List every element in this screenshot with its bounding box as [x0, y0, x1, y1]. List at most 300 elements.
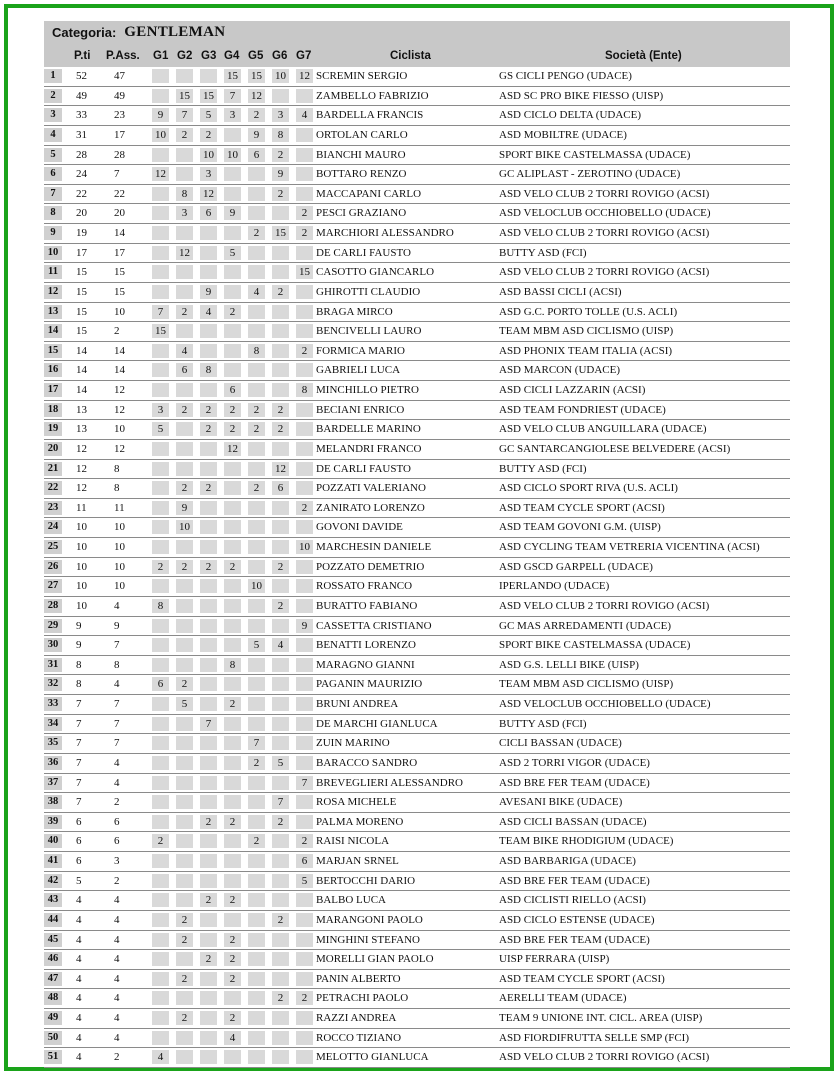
race-g1-cell	[152, 815, 169, 829]
race-g6-cell	[272, 893, 289, 907]
race-g5-cell	[248, 795, 265, 809]
points-cell: 6	[76, 815, 82, 828]
cyclist-name: BREVEGLIERI ALESSANDRO	[316, 776, 463, 789]
race-g5-cell	[248, 265, 265, 279]
race-g5-cell	[248, 206, 265, 220]
race-g6-cell: 2	[272, 560, 289, 574]
rank-cell: 8	[44, 206, 62, 220]
race-g3-cell	[200, 972, 217, 986]
race-g4-cell	[224, 677, 241, 691]
race-g4-cell: 5	[224, 246, 241, 260]
race-g1-cell: 5	[152, 422, 169, 436]
race-g6-cell	[272, 952, 289, 966]
team-name: IPERLANDO (UDACE)	[499, 580, 610, 593]
points-cell: 10	[76, 580, 87, 593]
points-cell: 11	[76, 501, 87, 514]
assigned-points-cell: 4	[114, 678, 120, 691]
points-cell: 28	[76, 148, 87, 161]
race-g1-cell	[152, 265, 169, 279]
cyclist-name: BARACCO SANDRO	[316, 756, 418, 769]
race-g2-cell	[176, 285, 193, 299]
rank-cell: 28	[44, 599, 62, 613]
cyclist-name: GABRIELI LUCA	[316, 364, 401, 377]
table-row	[44, 852, 790, 872]
table-row	[44, 440, 790, 460]
race-g7-cell	[296, 363, 313, 377]
race-g4-cell: 2	[224, 422, 241, 436]
points-cell: 22	[76, 187, 87, 200]
team-name: ASD BRE FER TEAM (UDACE)	[499, 933, 650, 946]
race-g5-cell: 12	[248, 89, 265, 103]
cyclist-name: CASOTTO GIANCARLO	[316, 266, 435, 279]
race-g7-cell: 4	[296, 108, 313, 122]
assigned-points-cell: 10	[114, 305, 125, 318]
race-g4-cell	[224, 226, 241, 240]
assigned-points-cell: 4	[114, 933, 120, 946]
race-g4-cell	[224, 285, 241, 299]
assigned-points-cell: 2	[114, 874, 120, 887]
race-g3-cell	[200, 756, 217, 770]
race-g5-cell	[248, 893, 265, 907]
race-g7-cell	[296, 756, 313, 770]
race-g7-cell: 9	[296, 619, 313, 633]
team-name: ASD G.S. LELLI BIKE (UISP)	[499, 658, 639, 671]
assigned-points-cell: 11	[114, 501, 125, 514]
assigned-points-cell: 9	[114, 619, 120, 632]
page-frame	[4, 4, 834, 1071]
race-g2-cell: 12	[176, 246, 193, 260]
team-name: ASD SC PRO BIKE FIESSO (UISP)	[499, 89, 664, 102]
category-value: GENTLEMAN	[124, 23, 226, 40]
race-g6-cell	[272, 363, 289, 377]
rank-cell: 9	[44, 226, 62, 240]
race-g5-cell	[248, 697, 265, 711]
race-g1-cell: 8	[152, 599, 169, 613]
race-g2-cell	[176, 736, 193, 750]
race-g5-cell	[248, 815, 265, 829]
team-name: ASD CICLO SPORT RIVA (U.S. ACLI)	[499, 482, 678, 495]
cyclist-name: BRUNI ANDREA	[316, 698, 399, 710]
race-g7-cell	[296, 520, 313, 534]
rank-cell: 43	[44, 893, 62, 907]
team-name: ASD VELO CLUB ANGUILLARA (UDACE)	[499, 423, 707, 436]
race-g3-cell	[200, 226, 217, 240]
race-g3-cell	[200, 677, 217, 691]
rank-cell: 22	[44, 481, 62, 495]
race-g2-cell: 2	[176, 560, 193, 574]
col-pti: P.ti	[74, 50, 91, 62]
race-g5-cell: 2	[248, 403, 265, 417]
rank-cell: 45	[44, 933, 62, 947]
race-g5-cell	[248, 383, 265, 397]
points-cell: 6	[76, 855, 82, 867]
race-g4-cell: 2	[224, 1011, 241, 1025]
team-name: BUTTY ASD (FCI)	[499, 717, 587, 730]
race-g4-cell: 10	[224, 148, 241, 162]
race-g2-cell	[176, 69, 193, 83]
race-g7-cell: 8	[296, 383, 313, 397]
race-g7-cell	[296, 952, 313, 966]
race-g6-cell	[272, 305, 289, 319]
race-g5-cell: 2	[248, 756, 265, 770]
points-cell: 15	[76, 266, 87, 279]
assigned-points-cell: 10	[114, 541, 125, 553]
race-g3-cell: 8	[200, 363, 217, 377]
race-g5-cell	[248, 952, 265, 966]
team-name: ASD VELOCLUB OCCHIOBELLO (UDACE)	[499, 207, 711, 220]
race-g2-cell	[176, 658, 193, 672]
race-g6-cell: 2	[272, 913, 289, 927]
race-g6-cell	[272, 442, 289, 456]
race-g3-cell: 2	[200, 128, 217, 142]
race-g5-cell: 10	[248, 579, 265, 593]
race-g5-cell	[248, 1031, 265, 1045]
race-g5-cell	[248, 619, 265, 633]
race-g5-cell	[248, 874, 265, 888]
points-cell: 14	[76, 344, 87, 357]
points-cell: 15	[76, 285, 87, 298]
race-g3-cell: 2	[200, 481, 217, 495]
race-g6-cell	[272, 520, 289, 534]
race-g5-cell	[248, 246, 265, 260]
race-g1-cell	[152, 1031, 169, 1045]
race-g3-cell: 12	[200, 187, 217, 201]
race-g7-cell: 10	[296, 540, 313, 554]
rank-cell: 48	[44, 991, 62, 1005]
race-g7-cell	[296, 1031, 313, 1045]
race-g1-cell	[152, 363, 169, 377]
points-cell: 4	[76, 1051, 82, 1064]
race-g1-cell: 7	[152, 305, 169, 319]
assigned-points-cell: 7	[114, 168, 120, 181]
race-g2-cell	[176, 638, 193, 652]
race-g3-cell	[200, 1050, 217, 1064]
race-g1-cell	[152, 462, 169, 476]
race-g4-cell	[224, 854, 241, 868]
team-name: ASD TEAM FONDRIEST (UDACE)	[499, 403, 666, 416]
race-g4-cell	[224, 638, 241, 652]
points-cell: 4	[76, 933, 82, 946]
race-g5-cell	[248, 599, 265, 613]
race-g3-cell	[200, 579, 217, 593]
race-g7-cell	[296, 167, 313, 181]
table-row	[44, 381, 790, 401]
race-g6-cell: 7	[272, 795, 289, 809]
rank-cell: 11	[44, 265, 62, 279]
race-g1-cell	[152, 952, 169, 966]
race-g5-cell: 9	[248, 128, 265, 142]
race-g6-cell	[272, 1011, 289, 1025]
rank-cell: 7	[44, 187, 62, 201]
race-g1-cell	[152, 638, 169, 652]
rank-cell: 32	[44, 677, 62, 691]
race-g4-cell: 7	[224, 89, 241, 103]
race-g1-cell: 2	[152, 834, 169, 848]
race-g7-cell: 5	[296, 874, 313, 888]
team-name: TEAM MBM ASD CICLISMO (UISP)	[499, 325, 674, 338]
cyclist-name: BECIANI ENRICO	[316, 403, 405, 416]
race-g7-cell: 7	[296, 776, 313, 790]
points-cell: 7	[76, 717, 82, 730]
cyclist-name: ROSA MICHELE	[316, 796, 397, 809]
race-g3-cell	[200, 540, 217, 554]
rank-cell: 4	[44, 128, 62, 142]
rank-cell: 15	[44, 344, 62, 358]
race-g4-cell	[224, 756, 241, 770]
table-row	[44, 420, 790, 440]
team-name: ASD CICLI LAZZARIN (ACSI)	[499, 384, 646, 396]
race-g5-cell: 5	[248, 638, 265, 652]
assigned-points-cell: 6	[114, 835, 120, 848]
team-name: ASD BASSI CICLI (ACSI)	[499, 285, 622, 298]
race-g5-cell	[248, 501, 265, 515]
table-row	[44, 734, 790, 754]
table-row	[44, 479, 790, 499]
race-g7-cell	[296, 560, 313, 574]
team-name: ASD VELO CLUB 2 TORRI ROVIGO (ACSI)	[499, 266, 710, 279]
cyclist-name: ROCCO TIZIANO	[316, 1031, 402, 1044]
points-cell: 20	[76, 207, 87, 220]
team-name: ASD FIORDIFRUTTA SELLE SMP (FCI)	[499, 1031, 690, 1044]
race-g6-cell	[272, 677, 289, 691]
cyclist-name: ZAMBELLO FABRIZIO	[316, 89, 429, 102]
race-g4-cell	[224, 462, 241, 476]
assigned-points-cell: 4	[114, 599, 120, 612]
race-g5-cell	[248, 363, 265, 377]
table-row	[44, 636, 790, 656]
table-row	[44, 715, 790, 735]
race-g5-cell	[248, 520, 265, 534]
race-g3-cell: 10	[200, 148, 217, 162]
rank-cell: 19	[44, 422, 62, 436]
race-g2-cell: 10	[176, 520, 193, 534]
points-cell: 7	[76, 756, 82, 769]
team-name: ASD 2 TORRI VIGOR (UDACE)	[499, 756, 650, 769]
assigned-points-cell: 4	[114, 992, 120, 1005]
race-g2-cell	[176, 265, 193, 279]
race-g3-cell	[200, 991, 217, 1005]
rank-cell: 47	[44, 972, 62, 986]
race-g6-cell	[272, 697, 289, 711]
assigned-points-cell: 17	[114, 128, 125, 141]
race-g4-cell	[224, 481, 241, 495]
race-g6-cell	[272, 344, 289, 358]
table-row	[44, 656, 790, 676]
race-g2-cell	[176, 1050, 193, 1064]
race-g5-cell: 2	[248, 481, 265, 495]
race-g4-cell	[224, 834, 241, 848]
rank-cell: 36	[44, 756, 62, 770]
race-g4-cell: 2	[224, 893, 241, 907]
assigned-points-cell: 4	[114, 972, 120, 985]
cyclist-name: FORMICA MARIO	[316, 344, 405, 357]
race-g1-cell	[152, 226, 169, 240]
rank-cell: 14	[44, 324, 62, 338]
race-g3-cell	[200, 776, 217, 790]
race-g2-cell	[176, 991, 193, 1005]
race-g6-cell: 2	[272, 403, 289, 417]
points-cell: 49	[76, 89, 87, 102]
race-g6-cell: 4	[272, 638, 289, 652]
race-g1-cell	[152, 619, 169, 633]
rank-cell: 30	[44, 638, 62, 652]
race-g5-cell	[248, 1050, 265, 1064]
race-g6-cell	[272, 658, 289, 672]
race-g7-cell: 2	[296, 206, 313, 220]
race-g6-cell	[272, 619, 289, 633]
cyclist-name: MACCAPANI CARLO	[316, 187, 422, 200]
race-g1-cell: 4	[152, 1050, 169, 1064]
cyclist-name: PAGANIN MAURIZIO	[316, 678, 423, 691]
cyclist-name: ZANIRATO LORENZO	[316, 501, 425, 514]
race-g4-cell	[224, 167, 241, 181]
race-g6-cell	[272, 717, 289, 731]
race-g3-cell: 3	[200, 167, 217, 181]
race-g3-cell: 5	[200, 108, 217, 122]
assigned-points-cell: 3	[114, 855, 120, 867]
column-header-row	[44, 43, 790, 67]
rank-cell: 34	[44, 717, 62, 731]
race-g2-cell	[176, 756, 193, 770]
race-g6-cell: 15	[272, 226, 289, 240]
points-cell: 4	[76, 894, 82, 907]
rank-cell: 37	[44, 776, 62, 790]
race-g2-cell: 15	[176, 89, 193, 103]
rank-cell: 25	[44, 540, 62, 554]
cyclist-name: GOVONI DAVIDE	[316, 521, 403, 534]
points-cell: 8	[76, 658, 82, 671]
team-name: CICLI BASSAN (UDACE)	[499, 737, 622, 750]
assigned-points-cell: 10	[114, 580, 125, 593]
cyclist-name: MINGHINI STEFANO	[316, 933, 420, 946]
rank-cell: 41	[44, 854, 62, 868]
rank-cell: 38	[44, 795, 62, 809]
race-g2-cell: 8	[176, 187, 193, 201]
race-g6-cell	[272, 736, 289, 750]
rank-cell: 23	[44, 501, 62, 515]
rank-cell: 42	[44, 874, 62, 888]
race-g2-cell	[176, 462, 193, 476]
cyclist-name: DE CARLI FAUSTO	[316, 246, 411, 259]
table-row	[44, 263, 790, 283]
race-g6-cell	[272, 776, 289, 790]
assigned-points-cell: 2	[114, 325, 120, 338]
points-cell: 7	[76, 796, 82, 809]
table-row	[44, 106, 790, 126]
race-g6-cell: 2	[272, 991, 289, 1005]
race-g1-cell	[152, 246, 169, 260]
race-g1-cell	[152, 756, 169, 770]
points-cell: 7	[76, 737, 82, 750]
cyclist-name: PESCI GRAZIANO	[316, 207, 407, 220]
race-g6-cell: 2	[272, 148, 289, 162]
race-g2-cell: 2	[176, 913, 193, 927]
race-g4-cell	[224, 991, 241, 1005]
cyclist-name: POZZATI VALERIANO	[316, 482, 426, 495]
race-g7-cell	[296, 815, 313, 829]
assigned-points-cell: 17	[114, 246, 125, 259]
cyclist-name: MARAGNO GIANNI	[316, 658, 415, 671]
race-g1-cell: 10	[152, 128, 169, 142]
race-g5-cell	[248, 776, 265, 790]
team-name: ASD BRE FER TEAM (UDACE)	[499, 776, 650, 789]
race-g7-cell	[296, 972, 313, 986]
assigned-points-cell: 15	[114, 266, 125, 279]
race-g3-cell	[200, 1031, 217, 1045]
team-name: TEAM BIKE RHODIGIUM (UDACE)	[499, 835, 674, 848]
race-g2-cell: 4	[176, 344, 193, 358]
team-name: BUTTY ASD (FCI)	[499, 462, 587, 475]
race-g7-cell: 2	[296, 344, 313, 358]
category-header	[44, 21, 790, 43]
points-cell: 13	[76, 403, 87, 416]
race-g4-cell	[224, 717, 241, 731]
race-g1-cell	[152, 913, 169, 927]
points-cell: 6	[76, 835, 82, 848]
race-g3-cell	[200, 520, 217, 534]
rank-cell: 5	[44, 148, 62, 162]
race-g1-cell	[152, 344, 169, 358]
points-cell: 12	[76, 482, 87, 495]
race-g3-cell: 9	[200, 285, 217, 299]
team-name: ASD G.C. PORTO TOLLE (U.S. ACLI)	[499, 305, 678, 318]
race-g3-cell	[200, 874, 217, 888]
race-g2-cell	[176, 776, 193, 790]
race-g7-cell	[296, 736, 313, 750]
race-g6-cell: 10	[272, 69, 289, 83]
race-g3-cell	[200, 246, 217, 260]
race-g7-cell	[296, 89, 313, 103]
race-g4-cell: 15	[224, 69, 241, 83]
team-name: ASD CICLI BASSAN (UDACE)	[499, 815, 647, 828]
table-row	[44, 675, 790, 695]
table-row	[44, 126, 790, 146]
race-g4-cell	[224, 736, 241, 750]
points-cell: 4	[76, 1012, 82, 1024]
team-name: SPORT BIKE CASTELMASSA (UDACE)	[499, 639, 691, 652]
table-row	[44, 911, 790, 931]
cyclist-name: BOTTARO RENZO	[316, 168, 407, 181]
race-g2-cell	[176, 815, 193, 829]
race-g3-cell: 2	[200, 422, 217, 436]
race-g7-cell	[296, 324, 313, 338]
race-g2-cell	[176, 952, 193, 966]
race-g7-cell	[296, 599, 313, 613]
race-g6-cell: 6	[272, 481, 289, 495]
race-g1-cell	[152, 540, 169, 554]
team-name: ASD VELOCLUB OCCHIOBELLO (UDACE)	[499, 698, 711, 710]
race-g7-cell	[296, 462, 313, 476]
race-g4-cell: 2	[224, 403, 241, 417]
rank-cell: 1	[44, 69, 62, 83]
table-row	[44, 1009, 790, 1029]
race-g3-cell	[200, 854, 217, 868]
assigned-points-cell: 8	[114, 482, 120, 495]
race-g7-cell: 12	[296, 69, 313, 83]
cyclist-name: MORELLI GIAN PAOLO	[316, 953, 434, 966]
race-g1-cell	[152, 972, 169, 986]
table-row	[44, 1029, 790, 1049]
race-g4-cell: 12	[224, 442, 241, 456]
assigned-points-cell: 10	[114, 560, 125, 573]
rank-cell: 29	[44, 619, 62, 633]
cyclist-name: MELOTTO GIANLUCA	[316, 1051, 429, 1064]
race-g1-cell	[152, 893, 169, 907]
assigned-points-cell: 28	[114, 148, 125, 161]
race-g2-cell: 2	[176, 128, 193, 142]
race-g1-cell: 12	[152, 167, 169, 181]
race-g3-cell	[200, 834, 217, 848]
